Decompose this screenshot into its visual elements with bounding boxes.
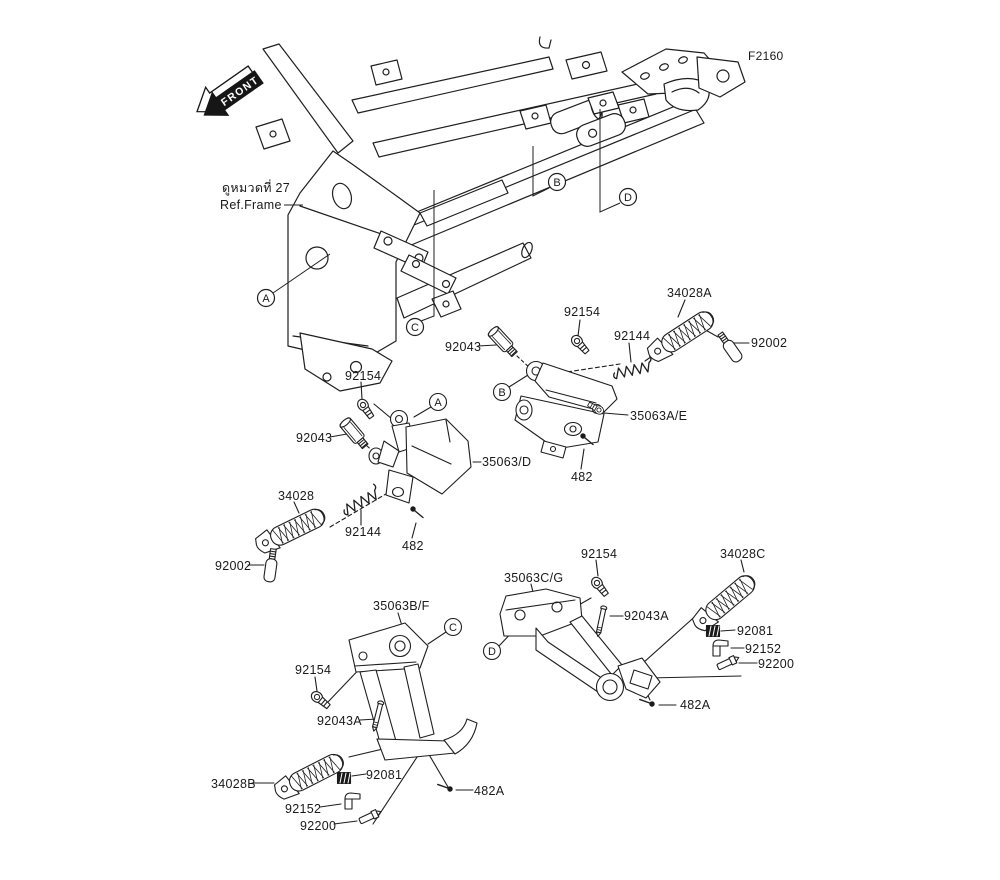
part-label-bracket: 35063A/E bbox=[630, 409, 688, 423]
part-label-collar: 92043 bbox=[296, 431, 333, 445]
part-label-spring: 92144 bbox=[614, 329, 651, 343]
part-label-rod: 92043A bbox=[624, 609, 669, 623]
front-direction-arrow bbox=[188, 59, 267, 130]
part-label-bolt: 92154 bbox=[581, 547, 618, 561]
frame-callout-c: C bbox=[411, 322, 419, 334]
holder-icon bbox=[345, 793, 360, 809]
spring-icon bbox=[338, 773, 351, 784]
rubber-pin-icon bbox=[716, 330, 744, 363]
part-label-joint-pin: 92200 bbox=[758, 657, 795, 671]
frame-callout-a: A bbox=[262, 293, 270, 305]
cotter-pin-icon bbox=[410, 506, 423, 517]
front-arrow-label: FRONT bbox=[218, 73, 262, 109]
bolt-icon bbox=[569, 333, 590, 355]
footrest-icon bbox=[644, 307, 718, 366]
part-label-rubber: 92002 bbox=[215, 559, 252, 573]
frame-callout-d: D bbox=[624, 192, 632, 204]
assembly-callout-d: D bbox=[488, 646, 496, 658]
part-label-spring: 92081 bbox=[366, 768, 403, 782]
frame-callout-b: B bbox=[553, 177, 561, 189]
frame-ref-note: Ref.Frame bbox=[220, 198, 282, 212]
frame-ref-note-thai: ดูหมวดที่ 27 bbox=[222, 181, 291, 195]
rod-icon bbox=[595, 605, 607, 637]
footrest-icon bbox=[271, 750, 347, 803]
spring-icon bbox=[339, 484, 381, 516]
part-label-bracket: 35063B/F bbox=[373, 599, 430, 613]
assembly-callout-a: A bbox=[434, 397, 442, 409]
part-label-footrest: 34028A bbox=[667, 286, 712, 300]
part-label-footrest: 34028C bbox=[720, 547, 766, 561]
part-label-pin: 482A bbox=[680, 698, 711, 712]
bolt-icon bbox=[309, 689, 332, 710]
part-label-spring: 92081 bbox=[737, 624, 774, 638]
bracket-35063CG bbox=[500, 589, 660, 701]
part-label-holder: 92152 bbox=[745, 642, 782, 656]
part-label-footrest: 34028 bbox=[278, 489, 315, 503]
part-label-pin: 482 bbox=[571, 470, 593, 484]
part-label-bracket: 35063C/G bbox=[504, 571, 564, 585]
bracket-35063BF bbox=[349, 623, 477, 760]
collar-icon bbox=[487, 325, 519, 358]
collar-icon bbox=[339, 416, 371, 450]
part-label-pin: 482A bbox=[474, 784, 505, 798]
spring-icon bbox=[707, 626, 720, 637]
assembly-callout-c: C bbox=[449, 622, 457, 634]
part-label-footrest: 34028B bbox=[211, 777, 256, 791]
part-label-bolt: 92154 bbox=[295, 663, 332, 677]
footrest-icon bbox=[252, 504, 328, 556]
rubber-pin-icon bbox=[263, 548, 278, 582]
part-label-bolt: 92154 bbox=[564, 305, 601, 319]
part-label-bracket: 35063/D bbox=[482, 455, 532, 469]
joint-pin-icon bbox=[358, 808, 382, 825]
part-label-pin: 482 bbox=[402, 539, 424, 553]
part-label-rubber: 92002 bbox=[751, 336, 788, 350]
assembly-callout-b: B bbox=[498, 387, 506, 399]
bolt-icon bbox=[355, 397, 375, 420]
bracket-35063D bbox=[369, 411, 471, 504]
part-label-spring: 92144 bbox=[345, 525, 382, 539]
part-label-collar: 92043 bbox=[445, 340, 482, 354]
part-label-holder: 92152 bbox=[285, 802, 322, 816]
assembly-front-left bbox=[215, 369, 531, 582]
part-label-joint-pin: 92200 bbox=[300, 819, 337, 833]
part-label-rod: 92043A bbox=[317, 714, 362, 728]
figure-code: F2160 bbox=[748, 49, 784, 63]
cotter-pin-icon bbox=[640, 695, 656, 710]
assembly-rear-left bbox=[211, 599, 505, 833]
holder-icon bbox=[713, 640, 728, 656]
assembly-rear-right bbox=[484, 547, 795, 712]
bolt-icon bbox=[589, 575, 610, 598]
part-label-bolt: 92154 bbox=[345, 369, 382, 383]
